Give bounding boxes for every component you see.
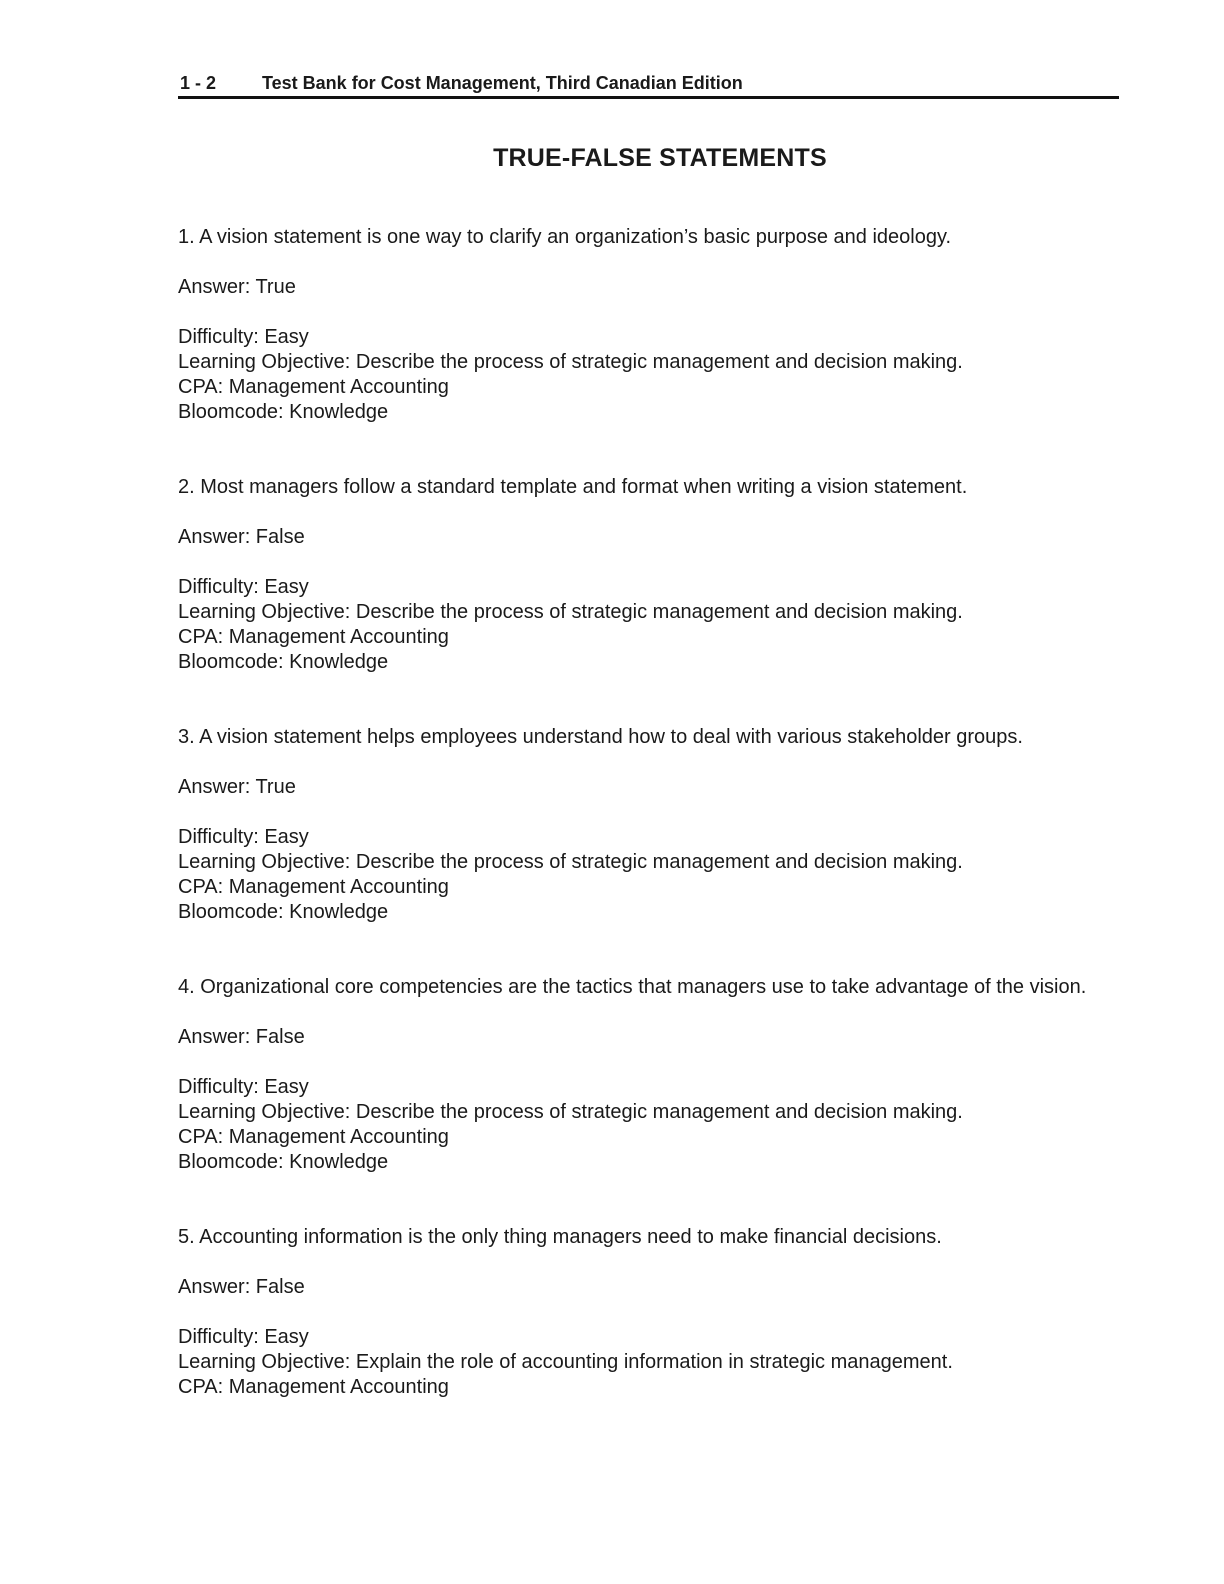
cpa: CPA: Management Accounting — [178, 1126, 449, 1148]
question-item — [178, 475, 1108, 675]
question-text: 5. Accounting information is the only thing managers need to make financial decisions. — [178, 1226, 942, 1248]
question-metadata — [178, 1325, 1108, 1400]
question-text: 2. Most managers follow a standard template and format when writing a vision statement. — [178, 476, 968, 498]
difficulty: Difficulty: Easy — [178, 1076, 309, 1098]
cpa: CPA: Management Accounting — [178, 626, 449, 648]
running-header — [178, 72, 1119, 99]
cpa: CPA: Management Accounting — [178, 1376, 449, 1398]
cpa: CPA: Management Accounting — [178, 876, 449, 898]
book-title: Test Bank for Cost Management, Third Canadian Edition — [262, 73, 743, 93]
difficulty: Difficulty: Easy — [178, 576, 309, 598]
question-metadata — [178, 325, 1108, 425]
question-metadata — [178, 575, 1108, 675]
question-item — [178, 725, 1108, 925]
question-item — [178, 975, 1108, 1175]
difficulty: Difficulty: Easy — [178, 326, 309, 348]
bloomcode: Bloomcode: Knowledge — [178, 1151, 389, 1173]
question-answer: Answer: False — [178, 1026, 305, 1048]
question-answer: Answer: False — [178, 1276, 305, 1298]
learning-objective: Learning Objective: Describe the process of strategic management and decision making. — [178, 351, 963, 373]
question-answer: Answer: False — [178, 526, 305, 548]
question-text: 3. A vision statement helps employees understand how to deal with various stakeholder groups. — [178, 726, 1023, 748]
page-number: 1 - 2 — [180, 73, 217, 93]
learning-objective: Learning Objective: Describe the process of strategic management and decision making. — [178, 851, 963, 873]
question-answer: Answer: True — [178, 276, 296, 298]
question-text: 1. A vision statement is one way to clarify an organization’s basic purpose and ideology. — [178, 226, 952, 248]
bloomcode: Bloomcode: Knowledge — [178, 651, 389, 673]
learning-objective: Learning Objective: Describe the process of strategic management and decision making. — [178, 1101, 963, 1123]
question-metadata — [178, 1075, 1108, 1175]
difficulty: Difficulty: Easy — [178, 1326, 309, 1348]
bloomcode: Bloomcode: Knowledge — [178, 901, 389, 923]
difficulty: Difficulty: Easy — [178, 826, 309, 848]
learning-objective: Learning Objective: Explain the role of accounting information in strategic management. — [178, 1351, 953, 1373]
bloomcode: Bloomcode: Knowledge — [178, 401, 389, 423]
question-text: 4. Organizational core competencies are the tactics that managers use to take advantage of the vision. — [178, 976, 1087, 998]
cpa: CPA: Management Accounting — [178, 376, 449, 398]
question-list — [178, 225, 1108, 1425]
question-metadata — [178, 825, 1108, 925]
learning-objective: Learning Objective: Describe the process of strategic management and decision making. — [178, 601, 963, 623]
section-title: TRUE-FALSE STATEMENTS — [493, 144, 827, 172]
question-answer: Answer: True — [178, 776, 296, 798]
question-item — [178, 225, 1108, 425]
question-item — [178, 1225, 1108, 1400]
